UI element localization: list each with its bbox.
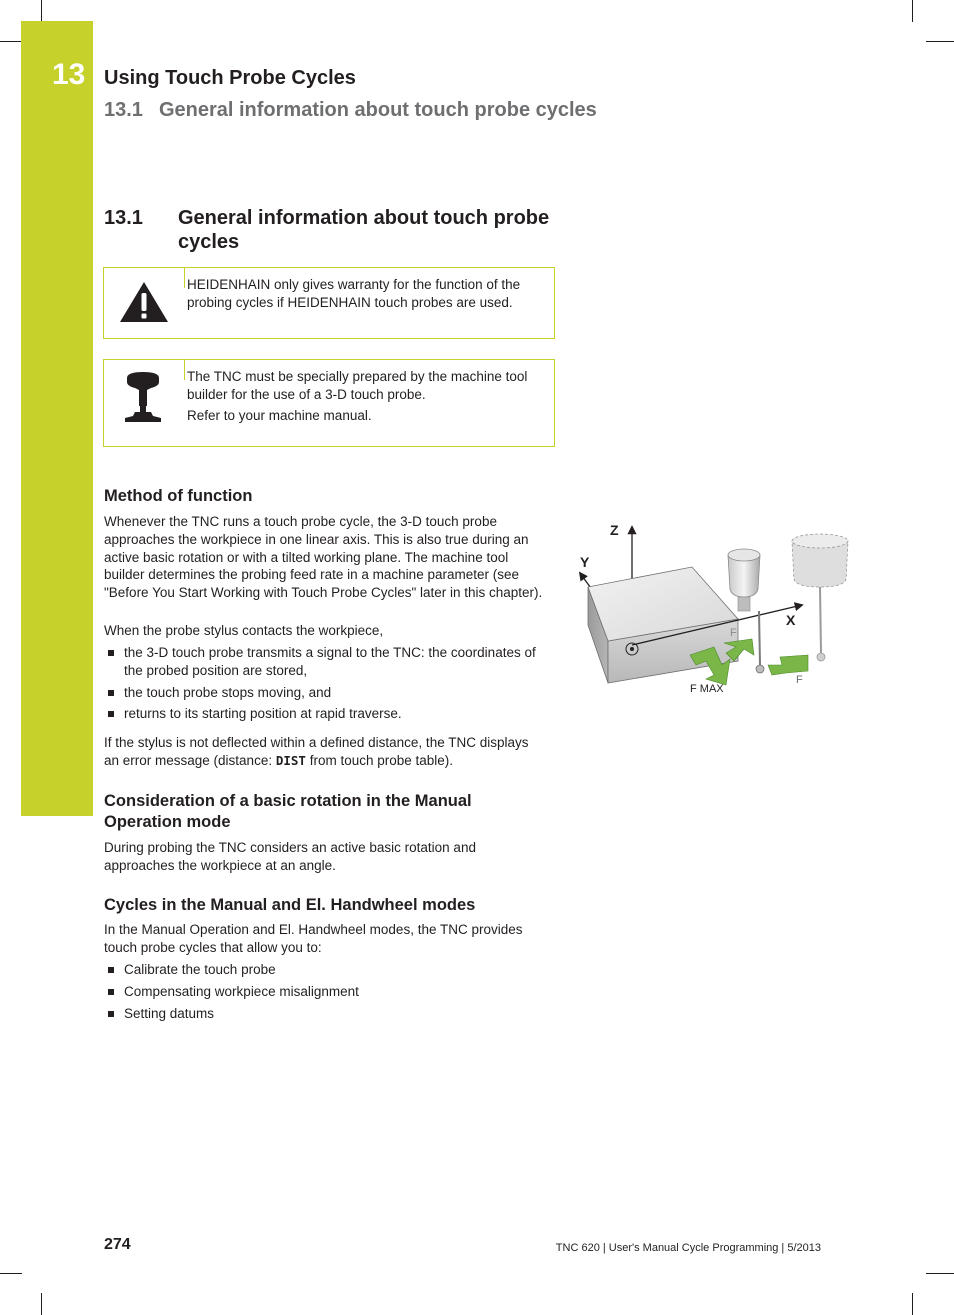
feed-label-f2: F <box>796 674 803 686</box>
chapter-sidebar <box>21 21 93 816</box>
axis-label-z: Z <box>610 522 619 538</box>
crop-mark <box>912 0 913 22</box>
method-para-2-text: When the probe stylus contacts the workpiece, <box>104 623 384 638</box>
note-divider <box>184 268 185 288</box>
list-item <box>104 983 544 1001</box>
datum-symbol-center <box>630 647 634 651</box>
note-icon-cell <box>104 268 184 338</box>
chapter-number: 13 <box>52 58 86 91</box>
crop-mark <box>926 1273 954 1274</box>
section-heading <box>104 206 574 254</box>
section-number: 13.1 <box>104 207 143 229</box>
machine-tool-icon <box>123 370 163 424</box>
touch-probe-start-position <box>792 534 848 661</box>
basic-rotation-text: During probing the TNC considers an active basic rotation and approaches the workpiece at an angle. <box>104 840 476 873</box>
bullet-square-icon <box>108 711 114 717</box>
method-paragraph-2 <box>104 622 544 640</box>
list-item <box>104 961 544 979</box>
bullet-square-icon <box>108 967 114 973</box>
footer-text: TNC 620 | User's Manual Cycle Programming | 5/2013 <box>555 1242 821 1254</box>
crop-mark <box>926 41 954 42</box>
running-header-chapter-title: Using Touch Probe Cycles <box>104 67 356 89</box>
crop-mark <box>912 1293 913 1315</box>
method-para-3-b: from touch probe table). <box>305 752 454 768</box>
note-icon-cell <box>104 360 184 446</box>
crop-mark <box>41 0 42 22</box>
warning-note <box>103 267 555 339</box>
axis-label-x: X <box>786 612 796 628</box>
basic-rotation-heading: Consideration of a basic rotation in the Manual Operation mode <box>104 792 472 831</box>
crop-mark <box>0 1273 22 1274</box>
axis-label-y: Y <box>580 554 590 570</box>
list-item-text: Compensating workpiece misalignment <box>124 983 359 999</box>
manual-cycles-text: In the Manual Operation and El. Handwheel modes, the TNC provides touch probe cycles that allow you to: <box>104 922 523 955</box>
running-header-section-title: General information about touch probe cycles <box>158 99 597 121</box>
warning-triangle-icon <box>118 280 170 324</box>
machine-note-text: The TNC must be specially prepared by the machine tool builder for the use of a 3-D touch probe. <box>187 369 528 402</box>
method-paragraph-3 <box>104 734 544 770</box>
bullet-square-icon <box>108 650 114 656</box>
list-item <box>104 644 544 680</box>
machine-note <box>103 359 555 447</box>
list-item <box>104 705 544 723</box>
feed-label-f1: F <box>730 627 737 639</box>
manual-cycles-heading: Cycles in the Manual and El. Handwheel modes <box>104 896 476 914</box>
note-text-block <box>187 276 537 315</box>
basic-rotation-paragraph <box>104 839 544 875</box>
running-header-section <box>104 99 597 122</box>
crop-mark <box>0 41 22 42</box>
method-para-3-text <box>104 734 544 770</box>
dist-parameter: DIST <box>275 752 306 768</box>
method-heading: Method of function <box>104 487 253 505</box>
running-header-section-number: 13.1 <box>104 99 143 121</box>
bullet-square-icon <box>108 690 114 696</box>
list-item <box>104 1005 544 1023</box>
touch-probe-figure <box>572 515 862 700</box>
method-para-3-a: If the stylus is not deflected within a defined distance, the TNC displays an error message (distance: <box>104 735 529 768</box>
feed-label-fmax: F MAX <box>690 683 724 695</box>
warning-note-text: HEIDENHAIN only gives warranty for the function of the probing cycles if HEIDENHAIN touch probes are used. <box>187 277 521 310</box>
bullet-square-icon <box>108 1011 114 1017</box>
method-bullet-list <box>104 644 544 727</box>
manual-cycles-bullet-list <box>104 961 544 1026</box>
page-number: 274 <box>104 1236 131 1253</box>
list-item-text: the touch probe stops moving, and <box>124 684 332 700</box>
section-title: General information about touch probe cycles <box>178 207 550 253</box>
list-item-text: the 3-D touch probe transmits a signal to the TNC: the coordinates of the probed position are stored, <box>124 645 536 678</box>
note-text-block <box>187 368 537 429</box>
manual-cycles-paragraph <box>104 921 544 957</box>
method-paragraph-1 <box>104 513 544 602</box>
crop-mark <box>41 1293 42 1315</box>
list-item-text: Calibrate the touch probe <box>124 962 276 977</box>
method-para-1-text: Whenever the TNC runs a touch probe cycle, the 3-D touch probe approaches the workpiece in one linear axis. This is also true during an active basic rotation or with a tilted working plane. The machine tool builder determines the probing feed rate in a machine parameter (see "Before You Start Working with Touch Probe Cycles" later in this chapter). <box>104 514 543 601</box>
list-item-text: Setting datums <box>124 1005 215 1021</box>
return-arrow-icon <box>768 655 808 675</box>
machine-note-reference: Refer to your machine manual. <box>187 408 372 423</box>
list-item-text: returns to its starting position at rapid traverse. <box>124 706 402 722</box>
list-item <box>104 684 544 702</box>
bullet-square-icon <box>108 989 114 995</box>
touch-probe-illustration <box>572 515 862 700</box>
note-divider <box>184 360 185 380</box>
